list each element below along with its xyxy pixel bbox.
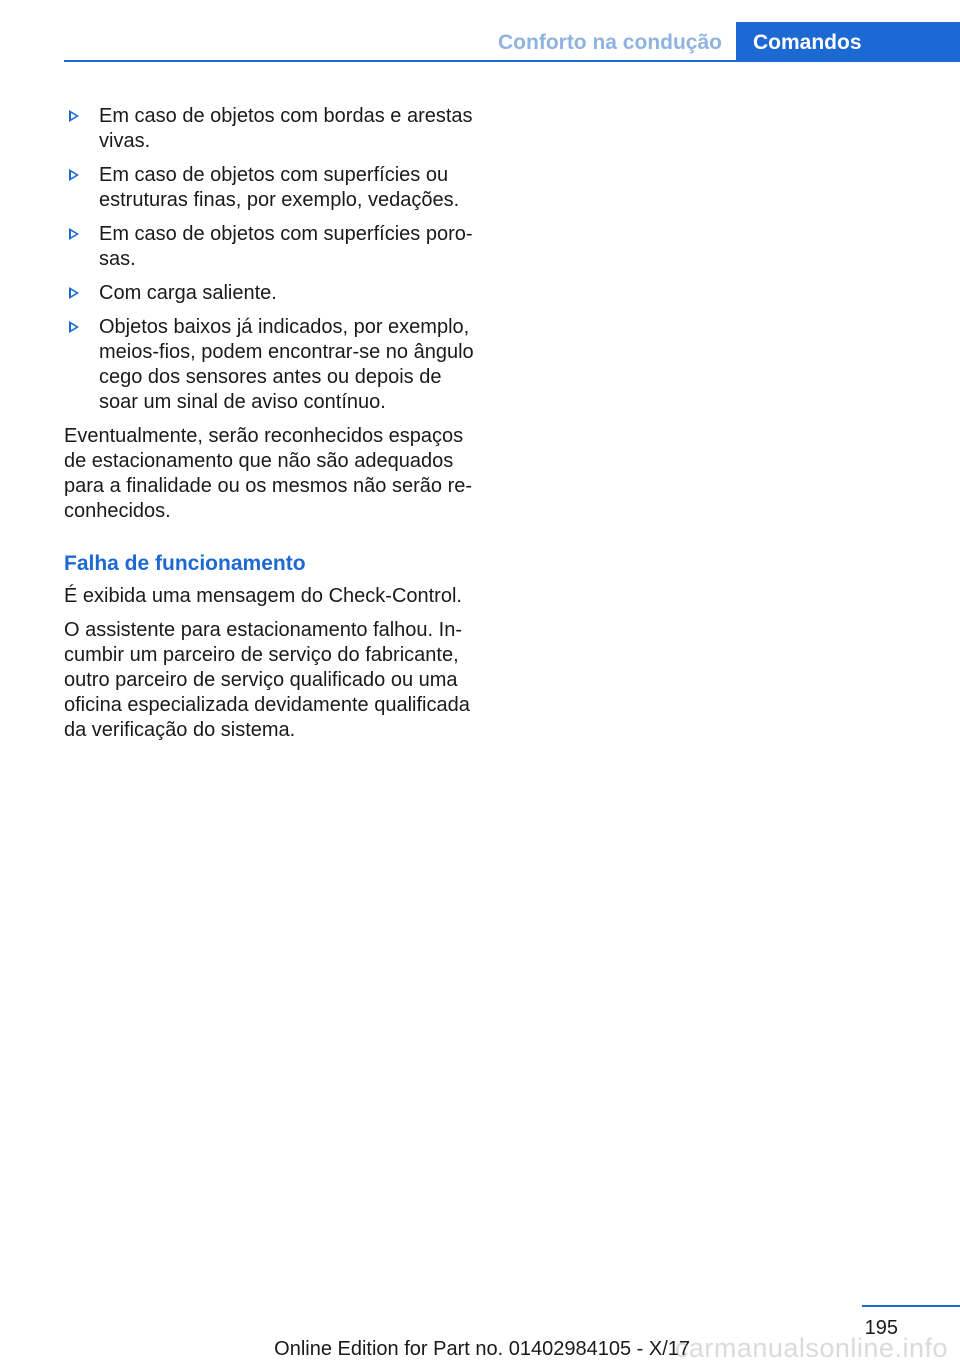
edition-note: Online Edition for Part no. 01402984105 - X/17 xyxy=(274,1338,690,1360)
header-section-title: Conforto na condução xyxy=(498,31,722,54)
limitations-list xyxy=(64,104,480,415)
service-instruction-paragraph: O assistente para estacionamento falhou. Incumbir um parceiro de serviço do fabricante, outro parceiro de serviço qualificado ou uma oficina especializada devidamente qualificada da verificação do sistema. xyxy=(64,619,470,741)
header-divider xyxy=(64,60,960,62)
list-item-text: Em caso de objetos com superfícies porosas. xyxy=(99,223,473,270)
list-item xyxy=(64,281,480,306)
list-item xyxy=(64,315,480,415)
list-item xyxy=(64,222,480,272)
triangle-bullet-icon xyxy=(69,287,79,299)
list-item-text: Em caso de objetos com bordas e arestas vivas. xyxy=(99,105,473,152)
list-item xyxy=(64,104,480,154)
list-item xyxy=(64,163,480,213)
footer-divider xyxy=(862,1305,960,1307)
list-item-text: Em caso de objetos com superfícies ou estruturas finas, por exemplo, vedações. xyxy=(99,164,460,211)
triangle-bullet-icon xyxy=(69,228,79,240)
malfunction-heading: Falha de funcionamento xyxy=(64,552,306,575)
triangle-bullet-icon xyxy=(69,110,79,122)
header-chapter-tab: Comandos xyxy=(736,22,960,62)
list-item-text: Com carga saliente. xyxy=(99,282,277,304)
watermark: carmanualsonline.info xyxy=(674,1333,948,1363)
list-item-text: Objetos baixos já indicados, por exemplo, meios-fios, podem encontrar-se no ângulo cego dos sensores antes ou depois de soar um sinal de aviso contínuo. xyxy=(99,316,474,413)
triangle-bullet-icon xyxy=(69,169,79,181)
recognition-note-paragraph: Eventualmente, serão reconhecidos espaços de estacionamento que não são adequados para a finalidade ou os mesmos não serão reconhecidos. xyxy=(64,425,473,522)
page-number: 195 xyxy=(864,1317,898,1339)
page-content xyxy=(64,104,480,752)
triangle-bullet-icon xyxy=(69,321,79,333)
check-control-paragraph: É exibida uma mensagem do Check-Control. xyxy=(64,585,462,607)
